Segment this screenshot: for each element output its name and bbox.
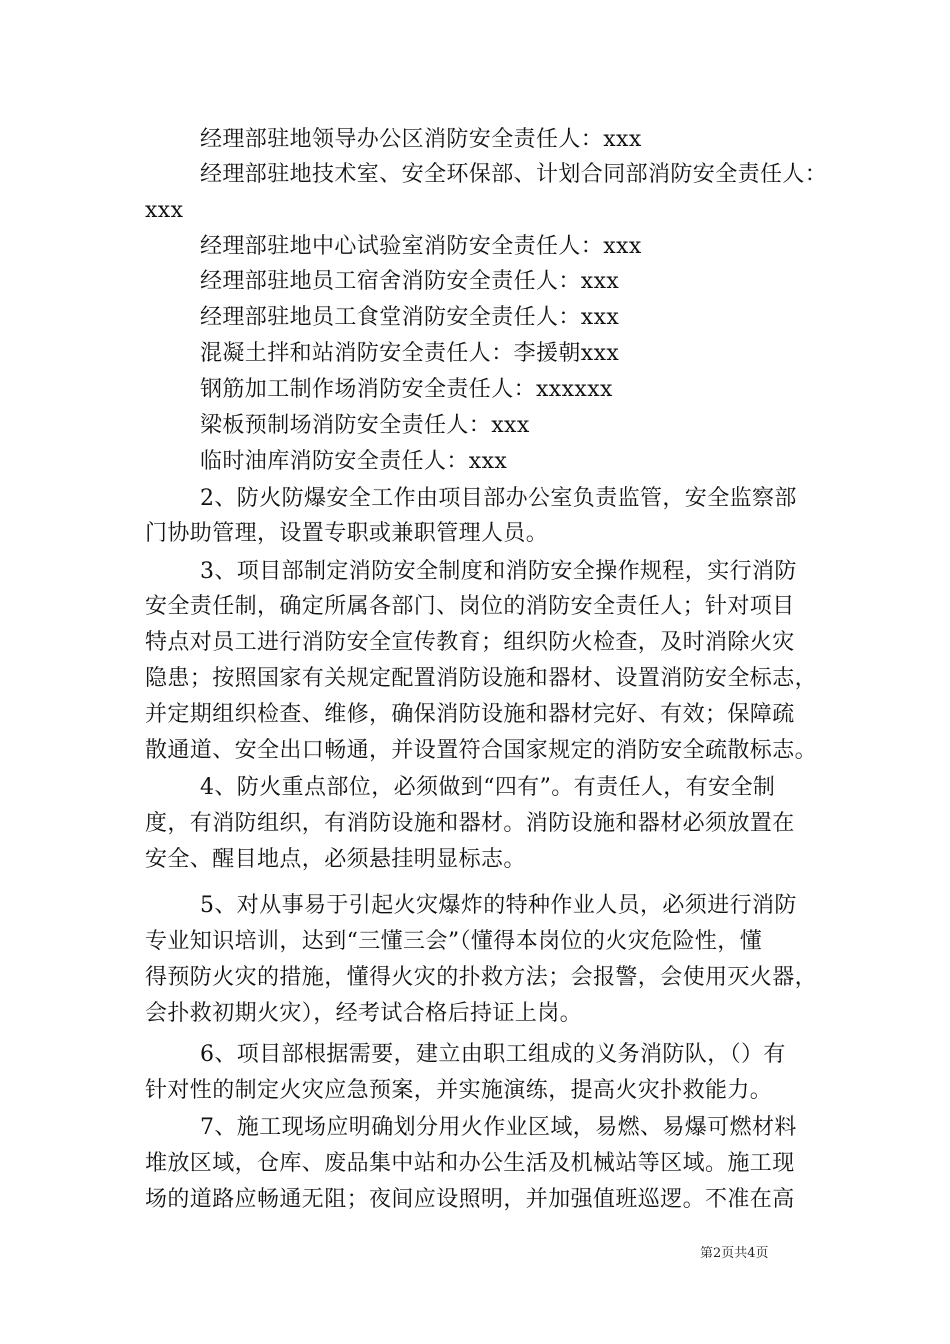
text-line: 经理部驻地中心试验室消防安全责任人：xxx xyxy=(200,234,642,259)
text-line: 3、项目部制定消防安全制度和消防安全操作规程，实行消防 xyxy=(200,559,797,584)
text-line: 散通道、安全出口畅通，并设置符合国家规定的消防安全疏散标志。 xyxy=(145,738,818,763)
text-line: 度，有消防组织，有消防设施和器材。消防设施和器材必须放置在 xyxy=(145,811,795,836)
text-line: 梁板预制场消防安全责任人：xxx xyxy=(200,413,530,438)
text-line: 安全责任制，确定所属各部门、岗位的消防安全责任人；针对项目 xyxy=(145,594,795,619)
text-line: 4、防火重点部位，必须做到“四有”。有责任人，有安全制 xyxy=(200,775,776,800)
text-line: 门协助管理，设置专职或兼职管理人员。 xyxy=(145,521,549,546)
text-line: 2、防火防爆安全工作由项目部办公室负责监管，安全监察部 xyxy=(200,486,797,511)
text-line: 场的道路应畅通无阻；夜间应设照明，并加强值班巡逻。不准在高 xyxy=(145,1187,795,1212)
text-line: 特点对员工进行消防安全宣传教育；组织防火检查，及时消除火灾 xyxy=(145,630,795,655)
page-number: 第2页共4页 xyxy=(700,1246,769,1261)
text-line: 临时油库消防安全责任人：xxx xyxy=(200,449,508,474)
text-line: 钢筋加工制作场消防安全责任人：xxxxxx xyxy=(200,377,613,402)
text-line: 经理部驻地技术室、安全环保部、计划合同部消防安全责任人： xyxy=(200,162,828,187)
text-line: 经理部驻地领导办公区消防安全责任人：xxx xyxy=(200,127,642,152)
text-line: 并定期组织检查、维修，确保消防设施和器材完好、有效；保障疏 xyxy=(145,702,795,727)
text-line: 会扑救初期火灾），经考试合格后持证上岗。 xyxy=(145,1001,583,1026)
text-line: 6、项目部根据需要，建立由职工组成的义务消防队，（）有 xyxy=(200,1042,786,1067)
text-line: 7、施工现场应明确划分用火作业区域，易燃、易爆可燃材料 xyxy=(200,1115,797,1140)
text-line: 堆放区域，仓库、废品集中站和办公生活及机械站等区域。施工现 xyxy=(145,1151,795,1176)
text-line: 安全、醒目地点，必须悬挂明显标志。 xyxy=(145,847,526,872)
text-line: 混凝土拌和站消防安全责任人：李援朝xxx xyxy=(200,341,620,366)
text-line: 经理部驻地员工宿舍消防安全责任人：xxx xyxy=(200,269,620,294)
text-line: 经理部驻地员工食堂消防安全责任人：xxx xyxy=(200,305,620,330)
text-line: 得预防火灾的措施，懂得火灾的扑救方法；会报警，会使用灭火器， xyxy=(145,965,818,990)
text-line: 针对性的制定火灾应急预案，并实施演练，提高火灾扑救能力。 xyxy=(145,1078,773,1103)
text-line: 5、对从事易于引起火灾爆炸的特种作业人员，必须进行消防 xyxy=(200,893,797,918)
text-line: 隐患；按照国家有关规定配置消防设施和器材、设置消防安全标志， xyxy=(145,666,818,691)
text-line: 专业知识培训，达到“三懂三会”（懂得本岗位的火灾危险性，懂 xyxy=(145,929,763,954)
text-line: xxx xyxy=(145,198,184,223)
